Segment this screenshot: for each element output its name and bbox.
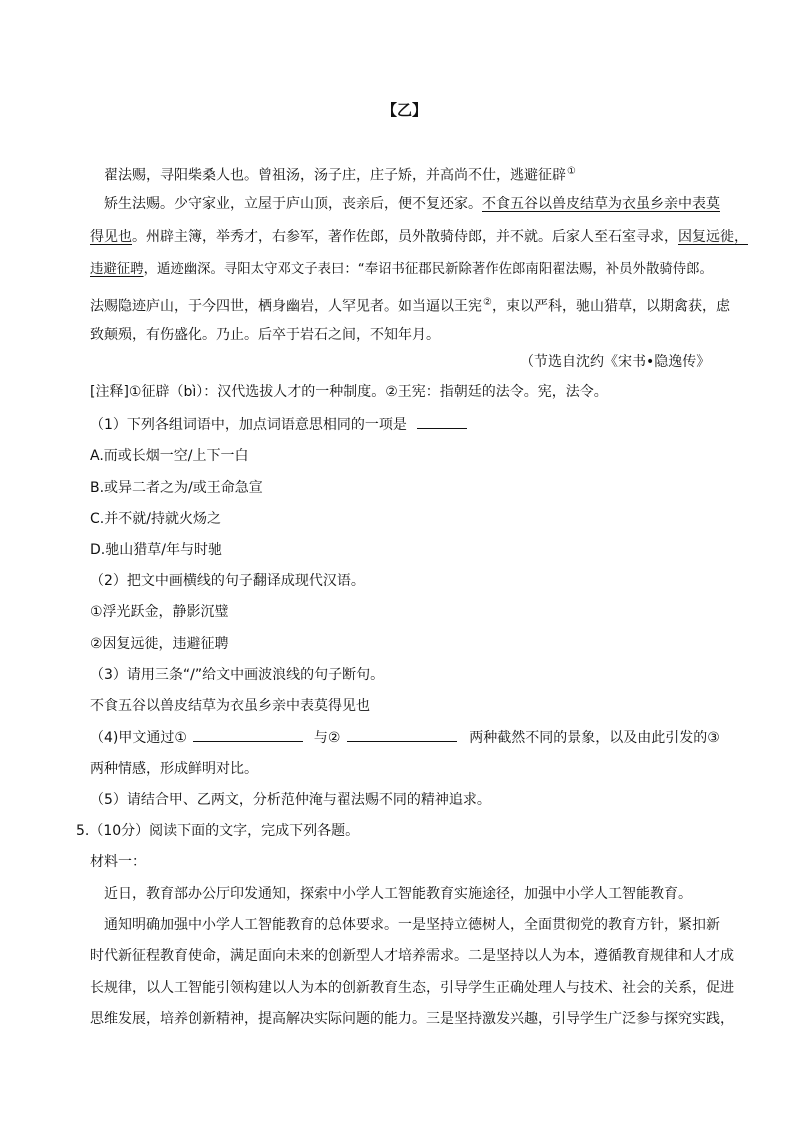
answer-blank-4-2 xyxy=(347,727,457,742)
section-title: 【乙】 xyxy=(382,101,428,119)
material-line-3: 时代新征程教育使命，满足面向未来的创新型人才培养需求。二是坚持以人为本，遵循教育规律和人才成 xyxy=(90,948,734,964)
passage-source: （节选自沈约《宋书•隐逸传》 xyxy=(520,354,711,370)
question-2-item-2: ②因复远徙，违避征聘 xyxy=(90,636,229,652)
passage-line-2: 矫生法赐。少守家业，立屋于庐山顶，丧亲后，便不复还家。不食五谷以兽皮结草为衣虽乡亲中表莫 xyxy=(104,196,720,212)
question-1-option-d: D.驰山猎草/年与时驰 xyxy=(90,542,222,558)
material-line-2: 通知明确加强中小学人工智能教育的总体要求。一是坚持立德树人，全面贯彻党的教育方针，紧扣新 xyxy=(104,917,720,933)
passage-line-6: 致颠殒，有伤盛化。乃止。后卒于岩石之间，不知年月。 xyxy=(90,327,440,343)
wavy-underlined-sentence-end: 得见也 xyxy=(90,229,132,245)
question-5: （5）请结合甲、乙两文，分析范仲淹与翟法赐不同的精神追求。 xyxy=(90,792,491,808)
question-1-option-a: A.而或长烟一空/上下一白 xyxy=(90,448,249,464)
material-line-4: 长规律，以人工智能引领构建以人为本的创新教育生态，引导学生正确处理人与技术、社会的关系，促进 xyxy=(90,980,734,996)
material-line-1: 近日，教育部办公厅印发通知，探索中小学人工智能教育实施途径，加强中小学人工智能教育。 xyxy=(104,886,692,902)
material-label: 材料一： xyxy=(90,854,146,870)
answer-blank-4-1 xyxy=(193,727,303,742)
passage-line-1: 翟法赐，寻阳柴桑人也。曾祖汤，汤子庄，庄子矫，并高尚不仕，逃避征辟① xyxy=(104,166,576,184)
passage-line-5: 法赐隐迹庐山，于今四世，栖身幽岩，人罕见者。如当逼以王宪②，束以严科，驰山猎草，以期禽获，虑 xyxy=(90,297,730,315)
question-1: （1）下列各组词语中，加点词语意思相同的一项是 xyxy=(90,414,467,435)
question-3-sentence: 不食五谷以兽皮结草为衣虽乡亲中表莫得见也 xyxy=(90,698,370,714)
passage-line-3: 得见也。州辟主簿，举秀才，右参军，著作佐郎，员外散骑侍郎，并不就。后家人至石室寻求，因复远徙， xyxy=(90,229,748,245)
question-3: （3）请用三条“/”给文中画波浪线的句子断句。 xyxy=(90,667,385,683)
question-4: （4)甲文通过① 与② 两种截然不同的景象，以及由此引发的③ xyxy=(90,727,720,748)
underlined-sentence: 因复远徙， xyxy=(678,229,748,245)
question-header-5: 5.（10分）阅读下面的文字，完成下列各题。 xyxy=(76,823,360,839)
note-mark-1: ① xyxy=(567,166,576,177)
passage-line-4: 违避征聘，遁迹幽深。寻阳太守邓文子表曰：“奉诏书征郡民新除著作佐郎南阳翟法赐，补员外散骑侍郎。 xyxy=(90,262,713,277)
answer-blank-1 xyxy=(417,414,467,429)
wavy-underlined-sentence: 不食五谷以兽皮结草为衣虽乡亲中表莫 xyxy=(482,196,720,212)
underlined-sentence-end: 违避征聘 xyxy=(90,262,144,277)
question-4-continued: 两种情感，形成鲜明对比。 xyxy=(90,761,258,777)
material-line-5: 思维发展，培养创新精神，提高解决实际问题的能力。三是坚持激发兴趣，引导学生广泛参与探究实践， xyxy=(90,1011,734,1027)
question-1-option-b: B.或异二者之为/或王命急宣 xyxy=(90,480,263,496)
note-mark-2: ② xyxy=(483,297,492,308)
question-2-item-1: ①浮光跃金，静影沉璧 xyxy=(90,604,229,620)
annotation-notes: [注释]①征辟（bì）：汉代选拔人才的一种制度。②王宪：指朝廷的法令。宪，法令。 xyxy=(90,384,608,400)
question-2: （2）把文中画横线的句子翻译成现代汉语。 xyxy=(90,573,365,589)
question-1-option-c: C.并不就/持就火炀之 xyxy=(90,511,221,527)
